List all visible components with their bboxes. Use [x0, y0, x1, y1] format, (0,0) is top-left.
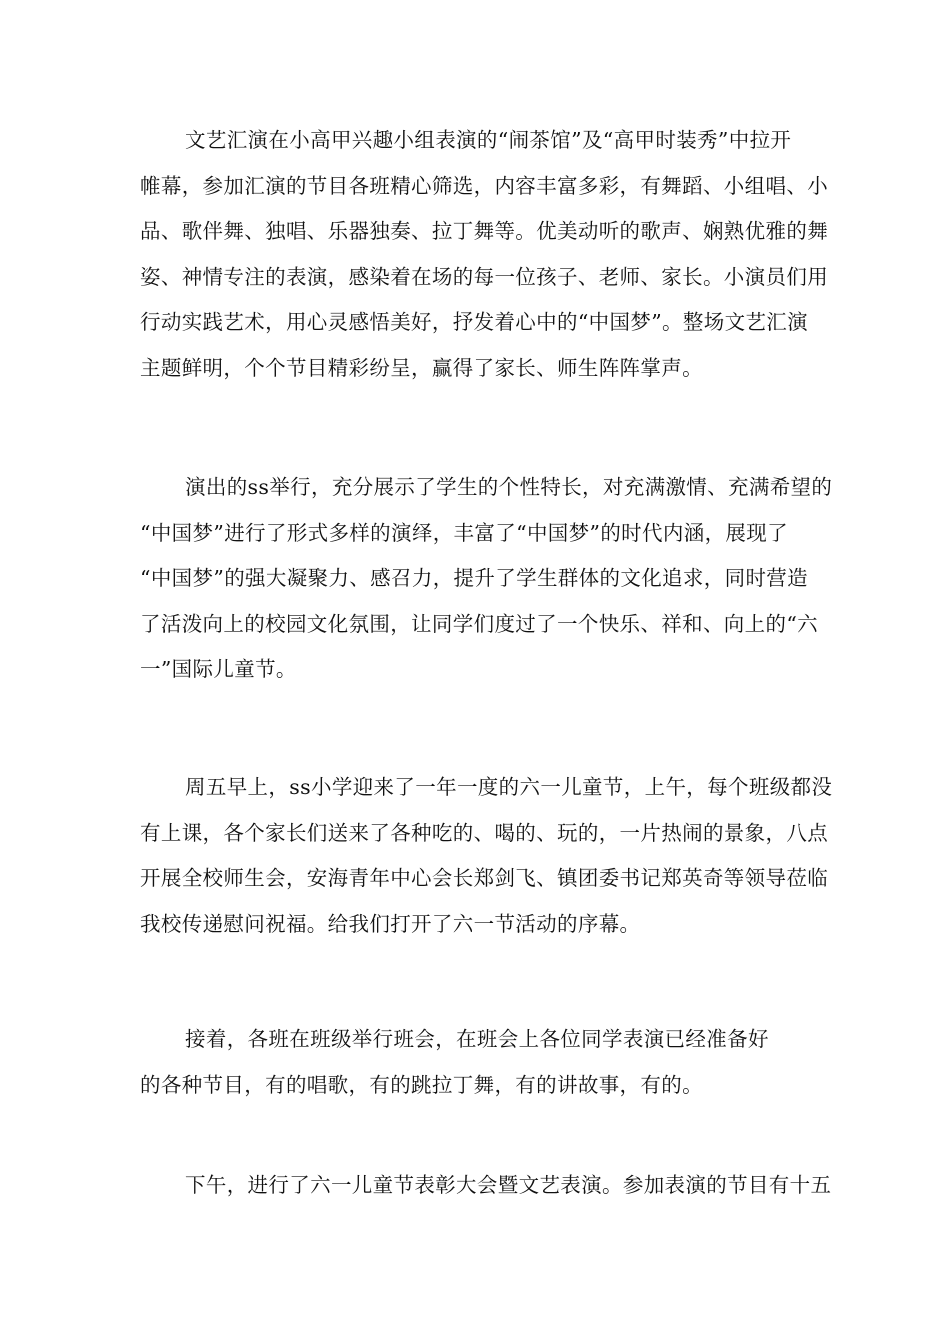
paragraph-line: 开展全校师生会，安海青年中心会长郑剑飞、镇团委书记郑英奇等领导莅临: [140, 866, 829, 890]
paragraph-friday-morning: [140, 765, 833, 947]
paragraph-line: 下午，进行了六一儿童节表彰大会暨文艺表演。参加表演的节目有十五: [185, 1173, 832, 1197]
paragraph-line: 姿、神情专注的表演，感染着在场的每一位孩子、老师、家长。小演员们用: [140, 264, 829, 289]
paragraph-class-meeting: [140, 1017, 820, 1108]
paragraph-line: 帷幕，参加汇演的节目各班精心筛选，内容丰富多彩，有舞蹈、小组唱、小: [140, 173, 829, 198]
paragraph-line: 演出的ss举行，充分展示了学生的个性特长，对充满激情、充满希望的: [185, 475, 833, 499]
paragraph-line: 文艺汇演在小高甲兴趣小组表演的“闹茶馆”及“高甲时装秀”中拉开: [185, 128, 792, 152]
paragraph-chinese-dream: [140, 465, 833, 693]
paragraph-line: “中国梦”进行了形式多样的演绎，丰富了“中国梦”的时代内涵，展现了: [140, 520, 788, 545]
paragraph-line: 了活泼向上的校园文化氛围，让同学们度过了一个快乐、祥和、向上的“六: [140, 611, 819, 636]
paragraph-line: 我校传递慰问祝福。给我们打开了六一节活动的序幕。: [140, 911, 641, 936]
paragraph-line: 周五早上，ss小学迎来了一年一度的六一儿童节，上午，每个班级都没: [185, 775, 833, 799]
paragraph-line: 的各种节目，有的唱歌，有的跳拉丁舞，有的讲故事，有的。: [140, 1072, 703, 1097]
paragraph-line: 品、歌伴舞、独唱、乐器独奏、拉丁舞等。优美动听的歌声、娴熟优雅的舞: [140, 219, 829, 243]
paragraph-afternoon: [140, 1163, 832, 1209]
paragraph-line: 行动实践艺术，用心灵感悟美好，抒发着心中的“中国梦”。整场文艺汇演: [140, 310, 809, 334]
paragraph-line: 接着，各班在班级举行班会，在班会上各位同学表演已经准备好: [185, 1027, 769, 1051]
paragraph-line: 主题鲜明，个个节目精彩纷呈，赢得了家长、师生阵阵掌声。: [140, 355, 703, 380]
paragraph-line: “中国梦”的强大凝聚力、感召力，提升了学生群体的文化追求，同时营造: [140, 566, 809, 590]
paragraph-arts-performance: [140, 118, 829, 391]
paragraph-line: 一”国际儿童节。: [140, 657, 297, 681]
paragraph-line: 有上课，各个家长们送来了各种吃的、喝的、玩的，一片热闹的景象，八点: [140, 820, 829, 845]
